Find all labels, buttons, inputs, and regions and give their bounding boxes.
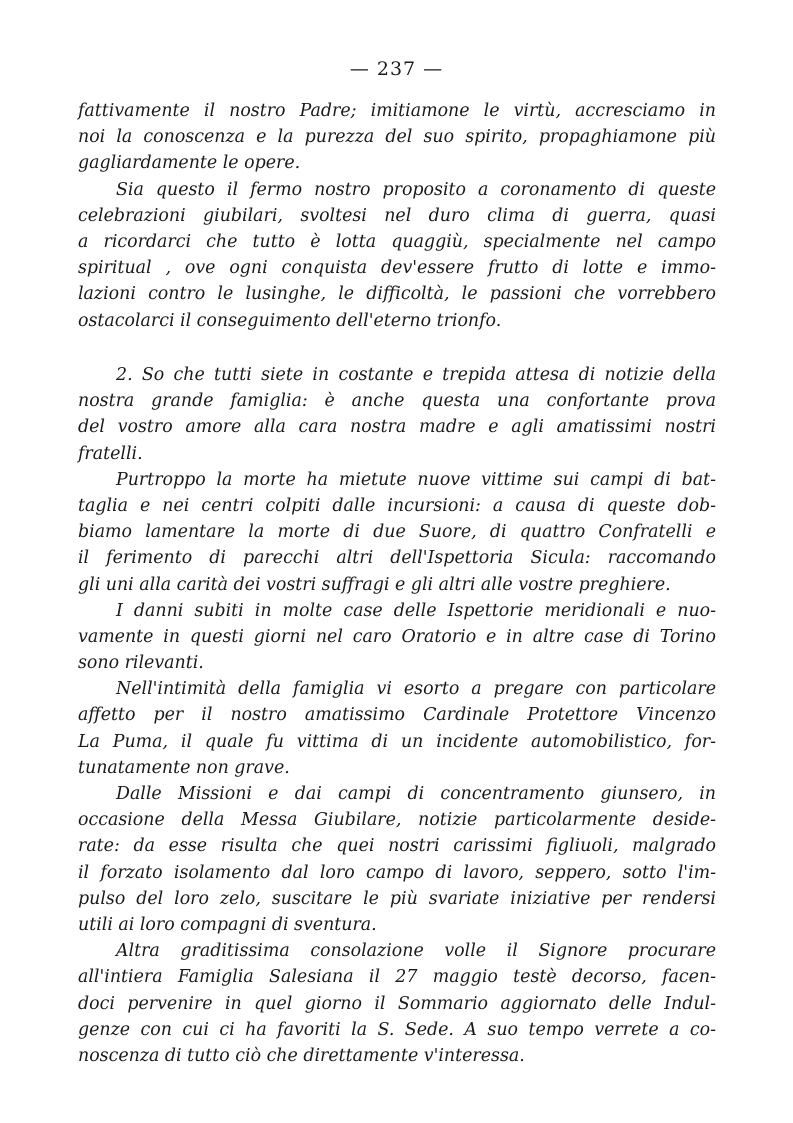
text-line: all'intiera Famiglia Salesiana il 27 maggio testè decorso, facen- <box>78 967 716 988</box>
text-line: biamo lamentare la morte di due Suore, di quattro Confratelli e <box>78 522 716 543</box>
text-line: il ferimento di parecchi altri dell'Ispettoria Sicula: raccomando <box>78 548 716 569</box>
text-line: occasione della Messa Giubilare, notizie particolarmente deside- <box>78 810 716 831</box>
text-line: sono rilevanti. <box>78 653 204 674</box>
text-line: fratelli. <box>78 443 143 464</box>
text-line: 2. So che tutti siete in costante e trepida attesa di notizie della <box>116 365 716 385</box>
text-line: Altra graditissima consolazione volle il Signore procurare <box>116 941 716 962</box>
text-line: gagliardamente le opere. <box>78 153 301 174</box>
text-line: taglia e nei centri colpiti dalle incursioni: a causa di queste dob- <box>78 495 716 516</box>
text-line: fattivamente il nostro Padre; imitiamone le virtù, accresciamo in <box>78 101 716 121</box>
text-line: I danni subiti in molte case delle Ispettorie meridionali e nuo- <box>116 600 716 621</box>
text-line: lazioni contro le lusinghe, le difficoltà, le passioni che vorrebbero <box>78 284 716 305</box>
paragraph-block-2 <box>78 362 716 1069</box>
text-line: Nell'intimità della famiglia vi esorto a pregare con particolare <box>116 679 716 700</box>
text-line: del vostro amore alla cara nostra madre e agli amatissimi nostri <box>78 417 716 438</box>
text-line: gli uni alla carità dei vostri suffragi e gli altri alle vostre preghiere. <box>78 574 671 595</box>
text-line: nostra grande famiglia: è anche questa una confortante prova <box>78 391 716 412</box>
text-line: vamente in questi giorni nel caro Oratorio e in altre case di Torino <box>78 626 716 647</box>
text-line: Dalle Missioni e dai campi di concentramento giunsero, in <box>116 784 716 804</box>
text-line: il forzato isolamento dal loro campo di lavoro, seppero, sotto l'im- <box>78 862 716 883</box>
text-line: a ricordarci che tutto è lotta quaggiù, specialmente nel campo <box>78 231 716 252</box>
page-number: — 237 — <box>349 58 444 80</box>
text-line: Purtroppo la morte ha mietute nuove vittime sui campi di bat- <box>116 469 716 490</box>
text-line: genze con cui ci ha favoriti la S. Sede. A suo tempo verrete a co- <box>78 1019 716 1040</box>
text-line: rate: da esse risulta che quei nostri carissimi figliuoli, malgrado <box>78 836 716 857</box>
text-line: Sia questo il fermo nostro proposito a coronamento di queste <box>116 179 716 200</box>
text-line: pulso del loro zelo, suscitare le più svariate iniziative per rendersi <box>78 888 716 909</box>
text-line: celebrazioni giubilari, svoltesi nel duro clima di guerra, quasi <box>78 205 716 226</box>
text-line: ostacolarci il conseguimento dell'eterno trionfo. <box>78 310 502 331</box>
text-line: tunatamente non grave. <box>78 757 290 778</box>
text-line: doci pervenire in quel giorno il Sommario aggiornato delle Indul- <box>78 993 716 1014</box>
text-line: noi la conoscenza e la purezza del suo spirito, propaghiamone più <box>78 127 716 148</box>
text-line: La Puma, il quale fu vittima di un incidente automobilistico, for- <box>78 731 716 752</box>
text-line: affetto per il nostro amatissimo Cardinale Protettore Vincenzo <box>78 705 716 726</box>
paragraph-block-1 <box>78 98 716 334</box>
text-line: noscenza di tutto ciò che direttamente v'interessa. <box>78 1045 525 1066</box>
text-line: spiritual , ove ogni conquista dev'essere frutto di lotte e immo- <box>78 258 716 279</box>
text-line: utili ai loro compagni di sventura. <box>78 914 377 935</box>
